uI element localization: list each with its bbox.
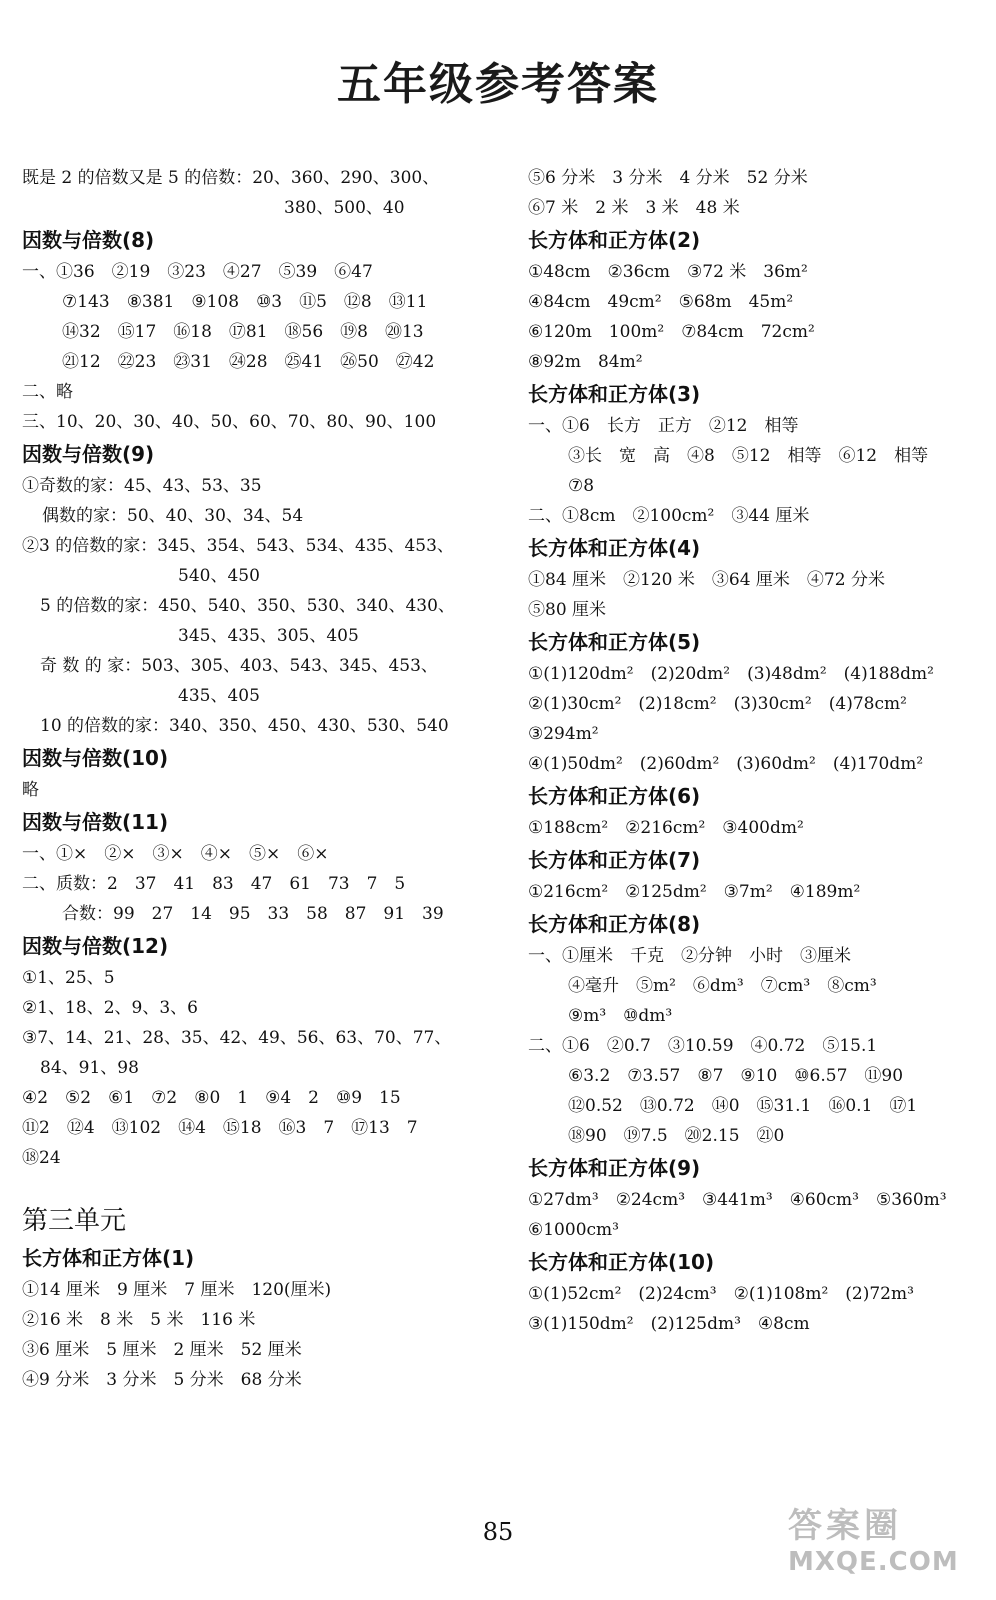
answer-line: 435、405 [178, 686, 260, 706]
section-heading: 因数与倍数(10) [22, 746, 169, 770]
answer-line: ⑪2 ⑫4 ⑬102 ⑭4 ⑮18 ⑯3 7 ⑰13 7 [22, 1118, 418, 1138]
section-heading: 长方体和正方体(6) [528, 784, 701, 808]
answer-line: 345、435、305、405 [178, 626, 359, 646]
answer-line: ③6 厘米 5 厘米 2 厘米 52 厘米 [22, 1340, 302, 1360]
answer-line: 略 [22, 780, 39, 800]
answer-line: ②16 米 8 米 5 米 116 米 [22, 1310, 256, 1330]
answer-line: ③294m² [528, 724, 599, 744]
answer-line: 合数：99 27 14 95 33 58 87 91 39 [62, 904, 444, 924]
section-heading: 长方体和正方体(9) [528, 1156, 701, 1180]
answer-line: ⑤6 分米 3 分米 4 分米 52 分米 [528, 168, 808, 188]
answer-line: ①84 厘米 ②120 米 ③64 厘米 ④72 分米 [528, 570, 885, 590]
section-heading: 因数与倍数(11) [22, 810, 169, 834]
answer-line: ①188cm² ②216cm² ③400dm² [528, 818, 804, 838]
unit-title: 第三单元 [22, 1206, 127, 1236]
answer-line: 既是 2 的倍数又是 5 的倍数：20、360、290、300、 [22, 168, 440, 188]
answer-line: ⑦8 [568, 476, 595, 496]
watermark-logo [788, 1498, 988, 1594]
answer-line: ②(1)30cm² (2)18cm² (3)30cm² (4)78cm² [528, 694, 907, 714]
section-heading: 长方体和正方体(8) [528, 912, 701, 936]
answer-line: 380、500、40 [284, 198, 405, 218]
answer-line: ⑤80 厘米 [528, 600, 607, 620]
section-heading: 长方体和正方体(3) [528, 382, 701, 406]
left-column [22, 163, 492, 1395]
section-heading: 长方体和正方体(10) [528, 1250, 715, 1274]
watermark-logo-text: 答案圈 [788, 1506, 902, 1546]
page-number: 85 [482, 1518, 514, 1546]
answer-line: ⑦143 ⑧381 ⑨108 ⑩3 ⑪5 ⑫8 ⑬11 [62, 292, 428, 312]
section-heading: 长方体和正方体(1) [22, 1246, 195, 1270]
answer-line: ③(1)150dm² (2)125dm³ ④8cm [528, 1314, 810, 1334]
answer-line: ⑱90 ⑲7.5 ⑳2.15 ㉑0 [568, 1126, 785, 1146]
answer-line: ③长 宽 高 ④8 ⑤12 相等 ⑥12 相等 [568, 446, 929, 466]
right-column [528, 163, 978, 1339]
answer-line: ⑥7 米 2 米 3 米 48 米 [528, 198, 740, 218]
answer-line: 84、91、98 [40, 1058, 139, 1078]
answer-line: ①(1)120dm² (2)20dm² (3)48dm² (4)188dm² [528, 664, 934, 684]
answer-line: 奇 数 的 家：503、305、403、543、345、453、 [40, 656, 438, 676]
answer-line: ⑥120m 100m² ⑦84cm 72cm² [528, 322, 815, 342]
answer-line: 二、①8cm ②100cm² ③44 厘米 [528, 506, 810, 526]
answer-line: 二、略 [22, 382, 73, 402]
page-title: 五年级参考答案 [337, 59, 659, 110]
answer-line: ⑭32 ⑮17 ⑯18 ⑰81 ⑱56 ⑲8 ⑳13 [62, 322, 424, 342]
section-heading: 因数与倍数(8) [22, 228, 155, 252]
answer-line: 偶数的家：50、40、30、34、54 [42, 506, 304, 526]
answer-line: ①1、25、5 [22, 968, 115, 988]
answer-line: ④9 分米 3 分米 5 分米 68 分米 [22, 1370, 302, 1390]
section-heading: 长方体和正方体(5) [528, 630, 701, 654]
answer-line: 一、①36 ②19 ③23 ④27 ⑤39 ⑥47 [22, 262, 373, 282]
answer-line: ①奇数的家：45、43、53、35 [22, 476, 262, 496]
answer-line: ④毫升 ⑤m² ⑥dm³ ⑦cm³ ⑧cm³ [568, 976, 877, 996]
answer-line: ⑫0.52 ⑬0.72 ⑭0 ⑮31.1 ⑯0.1 ⑰1 [568, 1096, 918, 1116]
section-heading: 长方体和正方体(2) [528, 228, 701, 252]
section-heading: 长方体和正方体(7) [528, 848, 701, 872]
answer-line: ①(1)52cm² (2)24cm³ ②(1)108m² (2)72m³ [528, 1284, 914, 1304]
answer-line: ⑥3.2 ⑦3.57 ⑧7 ⑨10 ⑩6.57 ⑪90 [568, 1066, 904, 1086]
answer-line: ①27dm³ ②24cm³ ③441m³ ④60cm³ ⑤360m³ [528, 1190, 947, 1210]
answer-line: 10 的倍数的家：340、350、450、430、530、540 [40, 716, 449, 736]
answer-line: 二、质数：2 37 41 83 47 61 73 7 5 [22, 874, 406, 894]
answer-line: ②1、18、2、9、3、6 [22, 998, 198, 1018]
answer-line: ④2 ⑤2 ⑥1 ⑦2 ⑧0 1 ⑨4 2 ⑩9 15 [22, 1088, 401, 1108]
answer-line: ②3 的倍数的家：345、354、543、534、435、453、 [22, 536, 454, 556]
answer-line: ⑱24 [22, 1148, 61, 1168]
answer-line: 二、①6 ②0.7 ③10.59 ④0.72 ⑤15.1 [528, 1036, 878, 1056]
answer-line: 540、450 [178, 566, 260, 586]
answer-line: 三、10、20、30、40、50、60、70、80、90、100 [22, 412, 437, 432]
section-heading: 因数与倍数(9) [22, 442, 155, 466]
answer-line: 5 的倍数的家：450、540、350、530、340、430、 [40, 596, 455, 616]
answer-line: ㉑12 ㉒23 ㉓31 ㉔28 ㉕41 ㉖50 ㉗42 [62, 352, 435, 372]
answer-line: ⑨m³ ⑩dm³ [568, 1006, 673, 1026]
answer-line: ⑧92m 84m² [528, 352, 643, 372]
answer-line: 一、①× ②× ③× ④× ⑤× ⑥× [22, 844, 329, 864]
answer-line: ④84cm 49cm² ⑤68m 45m² [528, 292, 794, 312]
answer-line: ①48cm ②36cm ③72 米 36m² [528, 262, 808, 282]
watermark-url: MXQE.COM [788, 1547, 959, 1577]
answer-line: ④(1)50dm² (2)60dm² (3)60dm² (4)170dm² [528, 754, 924, 774]
answer-line: ③7、14、21、28、35、42、49、56、63、70、77、 [22, 1028, 452, 1048]
answer-line: ①216cm² ②125dm² ③7m² ④189m² [528, 882, 861, 902]
answer-line: 一、①6 长方 正方 ②12 相等 [528, 416, 799, 436]
answer-line: 一、①厘米 千克 ②分钟 小时 ③厘米 [528, 946, 851, 966]
answer-line: ⑥1000cm³ [528, 1220, 619, 1240]
section-heading: 长方体和正方体(4) [528, 536, 701, 560]
answer-line: ①14 厘米 9 厘米 7 厘米 120(厘米) [22, 1280, 332, 1300]
section-heading: 因数与倍数(12) [22, 934, 169, 958]
